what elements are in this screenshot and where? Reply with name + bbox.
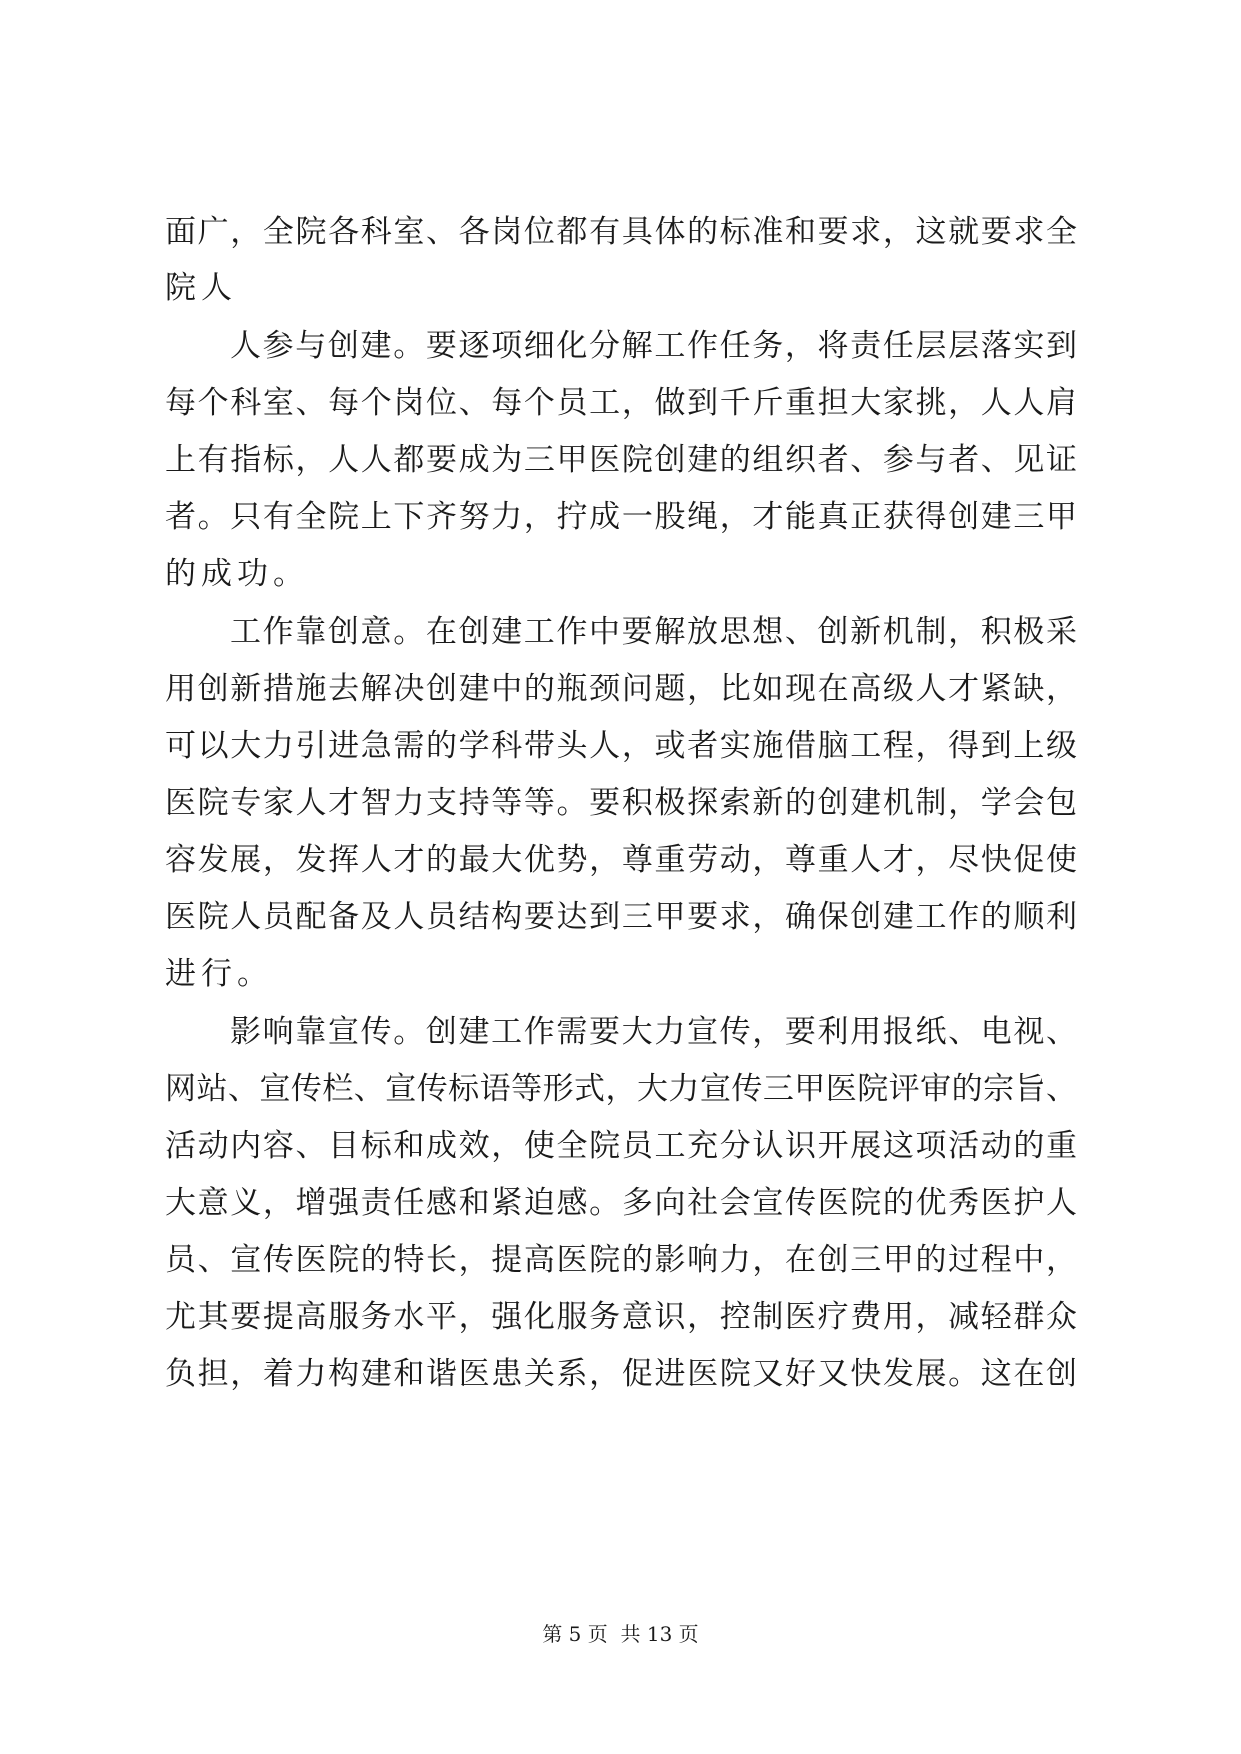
paragraph-first-line: 人参与创建。要逐项细化分解工作任务，将责任层层落实到 [230, 328, 1077, 364]
paragraph-first-line: 影响靠宣传。创建工作需要大力宣传，要利用报纸、电视、 [230, 1014, 1077, 1050]
text-line: 容发展，发挥人才的最大优势，尊重劳动，尊重人才，尽快促使 [165, 842, 1077, 878]
text-line: 进行。 [165, 956, 273, 992]
page-footer [0, 1621, 1241, 1647]
text-line: 面广，全院各科室、各岗位都有具体的标准和要求，这就要求全 [165, 214, 1077, 250]
text-line: 的成功。 [165, 556, 309, 592]
text-line: 负担，着力构建和谐医患关系，促进医院又好又快发展。这在创 [165, 1356, 1077, 1392]
text-line: 医院专家人才智力支持等等。要积极探索新的创建机制，学会包 [165, 785, 1077, 821]
text-line: 每个科室、每个岗位、每个员工，做到千斤重担大家挑，人人肩 [165, 385, 1077, 421]
text-line: 上有指标，人人都要成为三甲医院创建的组织者、参与者、见证 [165, 442, 1077, 478]
text-line: 者。只有全院上下齐努力，拧成一股绳，才能真正获得创建三甲 [165, 499, 1077, 535]
text-line: 用创新措施去解决创建中的瓶颈问题，比如现在高级人才紧缺， [165, 671, 1077, 707]
text-line: 医院人员配备及人员结构要达到三甲要求，确保创建工作的顺利 [165, 899, 1077, 935]
paragraph-first-line: 工作靠创意。在创建工作中要解放思想、创新机制，积极采 [230, 614, 1077, 650]
text-line: 院人 [165, 270, 237, 306]
text-line: 活动内容、目标和成效，使全院员工充分认识开展这项活动的重 [165, 1128, 1077, 1164]
page-number-label: 第 5 页 共 13 页 [542, 1622, 699, 1646]
text-line: 大意义，增强责任感和紧迫感。多向社会宣传医院的优秀医护人 [165, 1185, 1077, 1221]
text-line: 网站、宣传栏、宣传标语等形式，大力宣传三甲医院评审的宗旨、 [165, 1071, 1077, 1107]
text-line: 可以大力引进急需的学科带头人，或者实施借脑工程，得到上级 [165, 728, 1077, 764]
text-line: 尤其要提高服务水平，强化服务意识，控制医疗费用，减轻群众 [165, 1299, 1077, 1335]
text-line: 员、宣传医院的特长，提高医院的影响力，在创三甲的过程中， [165, 1242, 1077, 1278]
